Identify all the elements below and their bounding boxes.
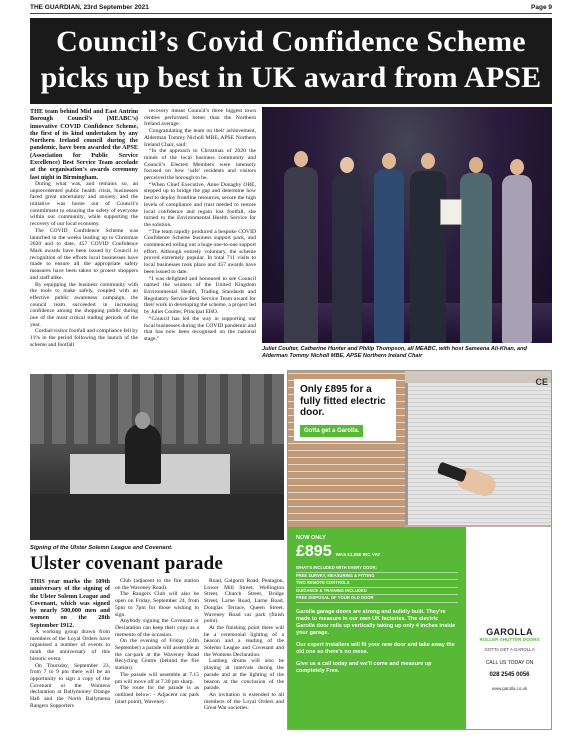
advert-was-price: WAS £1,050 INC VAT xyxy=(335,552,381,557)
article-covid-paragraph: Cordial/visitor footfall and compliance fell by 11% in the period following the launch of the scheme and footfall xyxy=(30,328,138,348)
advert-promo-box xyxy=(294,379,396,441)
headline-line-2: picks up best in UK award from APSE xyxy=(40,61,542,94)
advert-body-text: Give us a call today and we'll come and measure up completely Free. xyxy=(296,660,432,674)
article-covid-lead: THE team behind Mid and East Antrim Borough Council’s (MEABC’s) innovative COVID Confidence Scheme, the first of its kind undertaken by any Northern Ireland council during the pandemic, have been awarded the APSE (Association for Public Service Excellence) Best Service Team accolade at the organisation’s awards ceremony last night in Birmingham. xyxy=(30,108,138,181)
advert-feature: WHAT'S INCLUDED WITH EVERY DOOR: xyxy=(296,565,458,573)
article-covenant-paragraph: The parade will assemble at 7.15 pm will move off at 7.30 pm sharp. xyxy=(115,671,199,685)
photo-foreground xyxy=(30,494,284,540)
photo-person xyxy=(460,173,492,343)
article-covenant-paragraph: Anybody signing the Covenant or Declaration can keep their copy as a memento of the occasion. xyxy=(115,618,199,638)
award-photo xyxy=(262,107,552,343)
article-covenant-col-3 xyxy=(204,578,284,733)
advert-features-list xyxy=(296,565,458,603)
award-certificate xyxy=(440,199,462,225)
article-covenant-paragraph: Lambeg drums will also be playing at intervals during the parade and at the lighting of the beacon at the conclusion of the parade. xyxy=(204,658,284,692)
advert-body-text: Our expert installers will fit your new door and take away the old one so there's no mess. xyxy=(296,641,455,655)
covenant-archive-photo xyxy=(30,374,284,540)
advert-promo-title: Only £895 for a fully fitted electric door. xyxy=(300,384,386,418)
advert-photo xyxy=(288,371,552,527)
photo-person xyxy=(410,171,446,343)
article-covenant-paragraph: An invitation is extended to all members of the Loyal Orders and Great War societies. xyxy=(204,691,284,712)
photo-person xyxy=(284,167,318,343)
article-covid-paragraph: The COVID Confidence Scheme was launched in the weeks leading up to Christmas 2020 and to date, 457 COVID Confidence Mark awards have been issued by Council in recognition of the efforts local businesses have made to ensure all the appropriate safety measures have been taken to protect shoppers and staff alike. xyxy=(30,227,138,281)
advert-now-only: NOW ONLY xyxy=(296,535,326,541)
article-covid-paragraph: “I was delighted and honoured to see Council named the winners of the United Kingdom Environmental Health, Trading Standards and Regulatory Service Best Service Team award for their work in developing the scheme, a project led by Juliet Coulter, Principal EHO. xyxy=(144,275,256,316)
article-covenant-paragraph: At the finishing point there will be a ceremonial lighting of a beacon and a reading of the Solemn League and Covenant and the Womens Declaration. xyxy=(204,624,284,658)
article-covid-paragraph: recovery meant Council’s three biggest town centres performed better than the Northern Ireland average. xyxy=(144,108,256,128)
article-covid-col-1 xyxy=(30,108,138,370)
photo-person-head xyxy=(469,157,483,173)
photo-person-head xyxy=(294,151,308,167)
article-covid-paragraph: By equipping the business community with the tools to make safely, coupled with an effective public awareness campaign, the council team succeeded in increasing confidence among the shopping public during one of the most critical trading periods of the year. xyxy=(30,281,138,328)
article-covid-paragraph: “Council has led the way in supporting our local businesses during the COVID pandemic and that has now been recognised on the national stage.” xyxy=(144,315,256,342)
advert-body-text: Garolla garage doors are strong and solidly built. They're made to measure in our own UK factories. The electric Garolla door rolls up vertically taking up only 4 inches inside your garage. xyxy=(296,608,456,636)
article-covid-paragraph: “When Chief Executive, Anne Donaghy OBE, stepped up to bridge the gap and determine how best to deploy frontline resources, secure the high levels of compliance and trust needed to restore local confidence and regain lost footfall, she turned to the Environmental Health Service for the solution. xyxy=(144,181,256,228)
award-photo-caption: Juliet Coulter, Catherine Hunter and Philip Thompson, all MEABC, with host Sameena Ali-Khan, and Alderman Tommy Nicholl MBE, APSE Northern Ireland Chair xyxy=(262,346,527,359)
article-covenant-paragraph: The route for the parade is as outlined below: - Adjacent car park (start point), Waveney xyxy=(115,685,199,705)
ce-mark: CE xyxy=(535,377,548,387)
garolla-advert[interactable] xyxy=(287,370,552,730)
article-covid-paragraph: “In the approach to Christmas of 2020 the minds of the local business community and Council’s Elected Members were intensely focused on how ‘safe’ residents and visitors perceived the borough to be. xyxy=(144,148,256,182)
advert-slogan: GOTTA GET A GAROLLA xyxy=(484,647,535,653)
advert-feature: TWO REMOTE CONTROLS xyxy=(296,580,458,588)
article-covid-paragraph: Congratulating the team on their achievement, Alderman Tommy Nicholl MBE, APSE Northern Ireland Chair, said: xyxy=(144,128,256,148)
article-covenant-lead: THIS year marks the 109th anniversary of the signing of the Ulster Solemn League and Covenant, which was signed by nearly 500,000 men and women on the 28th September 1912. xyxy=(30,578,110,629)
advert-phone-number[interactable]: 028 2545 0056 xyxy=(489,672,530,679)
photo-person-head xyxy=(382,153,396,169)
photo-person xyxy=(374,169,404,343)
article-covenant-paragraph: On the evening of Friday (24th September) a parade will assemble at the car-park at the Waveney Road Recycling Centre (behind the fire station). xyxy=(115,638,199,672)
headline-line-1: Council’s Covid Confidence Scheme xyxy=(56,25,526,58)
advert-offer-panel xyxy=(288,527,466,730)
article-covenant-paragraph: The Rangers Club will also be open on Friday, September 24, from 5pm to 7pm for those wishing to sign. xyxy=(115,591,199,618)
article-covid-paragraph: “The team rapidly produced a bespoke COVID Confidence Scheme business support pack, and commenced rolling out a huge one-to-one support effort. Although entirely voluntary, the scheme proved extremely popular. In total 711 visits to local businesses took place and 457 awards have been issued to date. xyxy=(144,228,256,275)
article-covid-col-2 xyxy=(144,108,256,370)
article-covenant-paragraph: A working group drawn from members of the Loyal Orders have organised a number of events to mark the anniversary of this historic event. xyxy=(30,629,110,662)
article-covenant-paragraph: On Thursday, September 23, from 7 to 9 pm there will be an opportunity to sign a copy of the Covenant or the Womens declaration at Ballymoney Orange Hall and the North Ballymena Rangers Supporters xyxy=(30,662,110,709)
masthead xyxy=(30,4,552,14)
article-covid-paragraph: During what was, and remains so, an unprecedented public health crisis, businesses faced great uncertainty and anxiety, and the initiative was borne out of Council’s commitment to ensuring the safety of everyone within our community, while supporting the recovery of our local economy. xyxy=(30,180,138,228)
photo-person-head xyxy=(340,157,354,173)
advert-feature: FREE DISPOSAL OF YOUR OLD DOOR xyxy=(296,595,458,603)
garage-shutter-door xyxy=(405,383,552,525)
advert-feature: FREE SURVEY, MEASURING & FITTING xyxy=(296,573,458,581)
main-headline xyxy=(30,18,552,104)
article-covenant-col-1 xyxy=(30,578,110,733)
advert-contact-panel xyxy=(466,527,552,730)
photo-signatory-head xyxy=(135,412,150,429)
advert-feature: GUIDANCE & TRAINING INCLUDED xyxy=(296,588,458,596)
article-covenant-paragraph: Club (adjacent to the fire station on the Waveney Road). xyxy=(115,578,199,591)
advert-promo-button: Gotta get a Garolla. xyxy=(300,425,363,437)
article-covenant-paragraph: Road, Galgorm Road, Pentagon, Lower Mill Street, Wellington Street, Church Street, Bridge Street, Larne Road, Larne Road, Douglas Terrace, Queen Street, Waveney Road car park (finish point). xyxy=(204,578,284,625)
article-covenant-col-2 xyxy=(115,578,199,733)
garolla-logo-tagline: ROLLER SHUTTER DOORS xyxy=(479,637,540,642)
advert-body xyxy=(296,609,458,675)
advert-call-label: CALL US TODAY ON xyxy=(485,660,534,667)
covenant-headline: Ulster covenant parade xyxy=(30,553,223,574)
garolla-logo: GAROLLA xyxy=(486,627,533,637)
photo-person xyxy=(332,173,362,343)
masthead-page-number: Page 9 xyxy=(531,4,552,11)
advert-price: £895 xyxy=(296,543,332,560)
photo-person-head xyxy=(421,153,435,169)
photo-person xyxy=(502,175,532,343)
photo-person-head xyxy=(510,159,524,175)
photo-signatory xyxy=(125,424,161,484)
advert-website[interactable]: www.garolla.co.uk xyxy=(491,686,528,692)
masthead-publication: THE GUARDIAN, 23rd September 2021 xyxy=(30,4,149,11)
covenant-photo-caption: Signing of the Ulster Solemn League and Covenant. xyxy=(30,545,173,551)
